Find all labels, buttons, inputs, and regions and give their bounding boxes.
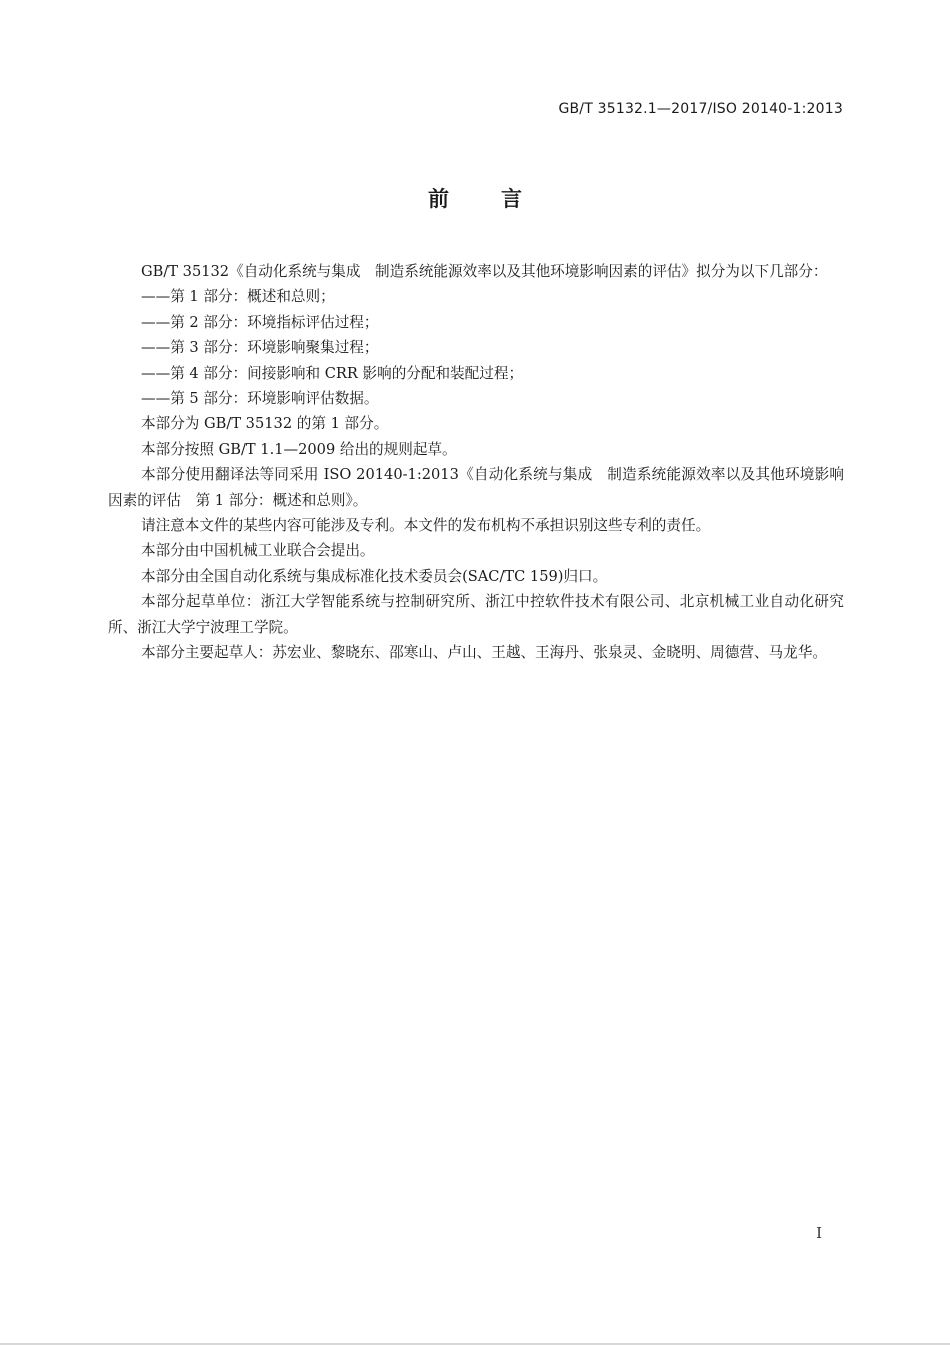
patent-notice-paragraph: 请注意本文件的某些内容可能涉及专利。本文件的发布机构不承担识别这些专利的责任。 [141, 517, 711, 535]
part-list-item: ——第 2 部分：环境指标评估过程； [141, 313, 379, 331]
part-list-item: ——第 3 部分：环境影响聚集过程； [141, 339, 379, 357]
adoption-paragraph: 本部分使用翻译法等同采用 ISO 20140-1:2013《自动化系统与集成 制造系统能源效率以及其他环境影响因素的评估 第 1 部分：概述和总则》。 [108, 466, 844, 509]
document-code: GB/T 35132.1—2017/ISO 20140-1:2013 [558, 101, 843, 117]
drafting-rules-paragraph: 本部分按照 GB/T 1.1—2009 给出的规则起草。 [141, 440, 457, 458]
committee-paragraph: 本部分由全国自动化系统与集成标准化技术委员会(SAC/TC 159)归口。 [141, 567, 608, 585]
drafting-units-paragraph: 本部分起草单位：浙江大学智能系统与控制研究所、浙江中控软件技术有限公司、北京机械工业自动化研究所、浙江大学宁波理工学院。 [108, 593, 844, 636]
page-number: I [816, 1224, 822, 1242]
drafters-paragraph: 本部分主要起草人：苏宏业、黎晓东、邵寒山、卢山、王越、王海丹、张泉灵、金晓明、周德营、马龙华。 [141, 644, 827, 662]
part-list-item: ——第 5 部分：环境影响评估数据。 [141, 390, 379, 408]
part-statement-paragraph: 本部分为 GB/T 35132 的第 1 部分。 [141, 415, 389, 433]
preface-body [108, 259, 844, 666]
part-list-item: ——第 1 部分：概述和总则； [141, 288, 335, 306]
proposer-paragraph: 本部分由中国机械工业联合会提出。 [141, 542, 375, 560]
page-title: 前言 [428, 187, 574, 211]
intro-paragraph: GB/T 35132《自动化系统与集成 制造系统能源效率以及其他环境影响因素的评估》拟分为以下几部分： [141, 263, 828, 280]
part-list-item: ——第 4 部分：间接影响和 CRR 影响的分配和装配过程； [141, 364, 524, 382]
